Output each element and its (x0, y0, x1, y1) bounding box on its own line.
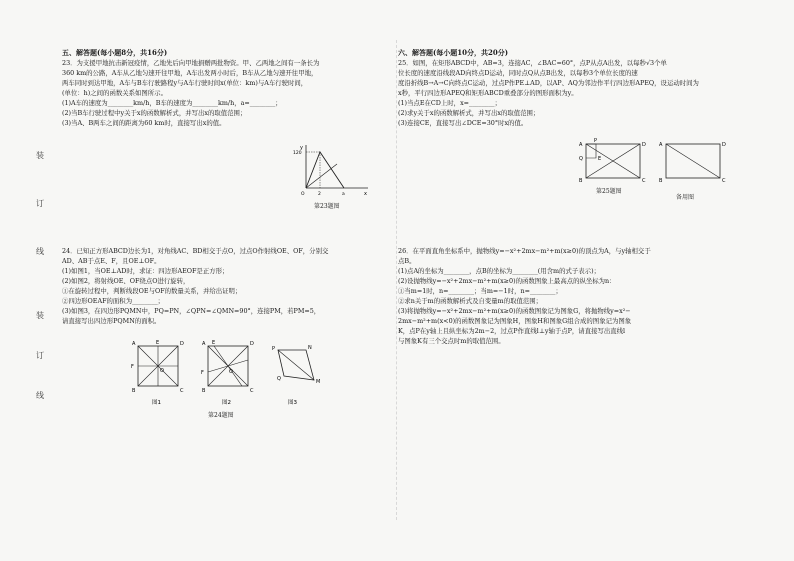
question-25 (398, 58, 790, 128)
column-divider (396, 40, 397, 520)
q24-line: 请直接写出四边形PQMN的面积。 (62, 317, 161, 325)
fig24-cap-1: 图1 (152, 400, 161, 406)
fig24-1-label-a: A (132, 341, 136, 347)
fig24-3-label-m: M (316, 379, 321, 385)
fig24-1-label-e: E (156, 340, 160, 346)
fig23-x-tick-a: a (342, 192, 345, 197)
q24-line: ②四边形OEAF的面积为________； (62, 297, 165, 305)
q23-line: (1)A车的速度为________km/h，B车的速度为________km/h，a=________； (62, 99, 282, 107)
q24-line: (2)如图2，将射线OE、OF绕点O进行旋转， (62, 277, 190, 285)
q26-line: ②求n关于m的函数解析式及自变量m的取值范围； (398, 297, 543, 305)
fig24-cap-3: 图3 (288, 400, 297, 406)
q23-line: 360 km的公路，A车从乙地匀速开往甲地，A车出发两小时后，B车从乙地匀速开往甲地， (62, 69, 318, 77)
fig23-x-tick-2: 2 (318, 192, 321, 197)
q26-line: K，点P在y轴上且纵坐标为2m−2，过点P作直线l⊥y轴于点P，请直接写出直线l (398, 327, 626, 335)
fig24-subfig-1 (131, 340, 184, 394)
q26-line: 2mx−m²+m(x<0)的函数图象记为图象H，图象H和图象G组合成的图象记为图象 (398, 317, 632, 325)
fig25-label-b: B (579, 178, 583, 184)
q25-line: (1)当点E在CD上时，x=________； (398, 99, 501, 107)
q26-line: 点B。 (398, 257, 416, 265)
fig25-label-p: P (594, 138, 598, 144)
binding-char-5: 订 (36, 351, 44, 360)
fig23-caption: 第23题图 (314, 203, 340, 210)
q23-line: 两车同时到达甲地，A车与B车行驶路程y与A车行驶时间x(单位：km)与A车行驶时间， (62, 79, 308, 87)
q24-line: 24．已知正方形ABCD边长为1，对角线AC、BD相交于点O，过点O作射线OE、OF，分别交 (62, 247, 329, 255)
fig23-x-label: x (364, 191, 367, 197)
q25-line: 位长度的速度沿线段AD向终点D运动，同时点Q从点B出发，以每秒3个单位长度的速 (398, 69, 638, 77)
fig24-2-label-o: O (229, 369, 233, 375)
fig25-backup-label-a: A (659, 142, 663, 148)
fig25-backup-label-c: C (722, 178, 726, 184)
fig24-2-label-c: C (250, 388, 254, 394)
fig25-backup-label-b: B (659, 178, 663, 184)
fig24-2-label-a: A (202, 341, 206, 347)
q24-line: (3)如图3，在四边形PQMN中，PQ=PN，∠QPN=∠QMN=90°，连接PM，若PM=5， (62, 307, 321, 315)
fig24-2-label-f: F (201, 370, 204, 376)
binding-char-2: 订 (36, 199, 44, 208)
fig25-backup-caption: 备用图 (676, 194, 695, 201)
figure-23 (292, 142, 372, 200)
fig24-3-label-n: N (308, 345, 312, 351)
binding-char-1: 装 (36, 151, 44, 160)
fig24-subfig-3 (272, 345, 320, 385)
fig24-caption: 第24题图 (208, 412, 234, 419)
fig23-y-tick: 120 (293, 151, 302, 156)
q26-line: 与图象K有三个交点时m的取值范围。 (398, 337, 505, 345)
binding-char-4: 装 (36, 311, 44, 320)
fig24-1-label-o: O (160, 368, 164, 374)
question-23 (62, 58, 392, 128)
q26-line: (2)设抛物线y=−x²+2mx−m²+m(x≥0)的函数图象上最高点的纵坐标为n： (398, 277, 616, 285)
binding-margin (30, 150, 52, 410)
q25-line: 25．如图，在矩形ABCD中，AB=3，连接AC，∠BAC=60°，点P从点A出发，以每秒√3个单 (398, 59, 667, 67)
q23-line: (2)当B车行驶过程中y关于x的函数解析式，并写出x的取值范围； (62, 109, 247, 117)
fig24-2-label-d: D (250, 341, 254, 347)
right-column (398, 48, 790, 128)
question-24 (62, 246, 392, 326)
fig23-origin: O (301, 192, 305, 197)
fig25-backup (659, 142, 726, 184)
fig24-3-label-p: P (272, 346, 276, 352)
q23-line: (单位：h)之间的函数关系如图所示。 (62, 89, 167, 97)
fig24-cap-2: 图2 (222, 400, 231, 406)
binding-char-6: 线 (36, 391, 44, 400)
fig25-caption: 第25题图 (596, 188, 622, 195)
fig24-1-label-c: C (180, 388, 184, 394)
q23-line: (3)当A、B两车之间的距离为60 km时，直接写出x的值。 (62, 119, 226, 127)
fig24-2-label-e: E (212, 340, 216, 346)
q26-line: (3)将抛物线y=−x²+2mx−m²+m(x≥0)的函数图象记为图象G，将抛物线y=x²− (398, 307, 631, 315)
q23-line: 23．为支援甲地抗击新冠疫情，乙地先后向甲地捐赠两批物资。甲、乙两地之间有一条长为 (62, 59, 320, 67)
fig24-1-label-b: B (132, 388, 136, 394)
fig25-label-d: D (642, 142, 646, 148)
binding-char-3: 线 (36, 247, 44, 256)
section-6-heading: 六、解答题(每小题10分，共20分) (398, 48, 509, 57)
fig24-subfig-2 (201, 340, 254, 394)
q25-line: (3)连接CE，直接写出∠DCE=30°时x的值。 (398, 119, 528, 127)
fig25-label-a: A (579, 142, 583, 148)
figure-24 (128, 336, 328, 416)
q26-line: 26．在平面直角坐标系中，抛物线y=−x²+2mx−m²+m(x≥0)的顶点为A，与y轴相交于 (398, 247, 651, 255)
q26-line: ①当m=1时，n=________；当m=−1时，n=________； (398, 287, 562, 295)
q24-line: ①在旋转过程中，判断线段OE与OF的数量关系，并给出证明； (62, 287, 242, 295)
fig24-3-label-q: Q (277, 376, 281, 382)
section-5-heading: 五、解答题(每小题8分，共16分) (62, 48, 168, 57)
fig25-label-e: E (598, 156, 602, 162)
fig24-1-label-d: D (180, 341, 184, 347)
fig24-1-label-f: F (131, 364, 134, 370)
q25-line: 度沿折线B→A→C向终点C运动，过点P作PE⊥AD，以AP、AQ为邻边作平行四边形APEQ，设运动时间为 (398, 79, 699, 87)
fig25-label-c: C (642, 178, 646, 184)
fig24-2-label-b: B (202, 388, 206, 394)
fig25-label-q: Q (579, 156, 583, 162)
q24-line: (1)如图1，当OE⊥AD时，求证：四边形AEOF是正方形； (62, 267, 229, 275)
left-column (62, 48, 392, 128)
question-26 (398, 246, 790, 346)
fig25-backup-label-d: D (722, 142, 726, 148)
q25-line: x秒，平行四边形APEQ和矩形ABCD重叠部分的图形面积为y。 (398, 89, 578, 97)
fig25-main (579, 138, 646, 184)
fig23-y-label: y (300, 145, 303, 151)
q24-line: AD、AB于点E、F，且OE⊥OF。 (62, 257, 161, 265)
q26-line: (1)点A的坐标为________，点B的坐标为________(用含m的式子表示)； (398, 267, 600, 275)
q25-line: (2)求y关于x的函数解析式，并写出x的取值范围； (398, 109, 540, 117)
